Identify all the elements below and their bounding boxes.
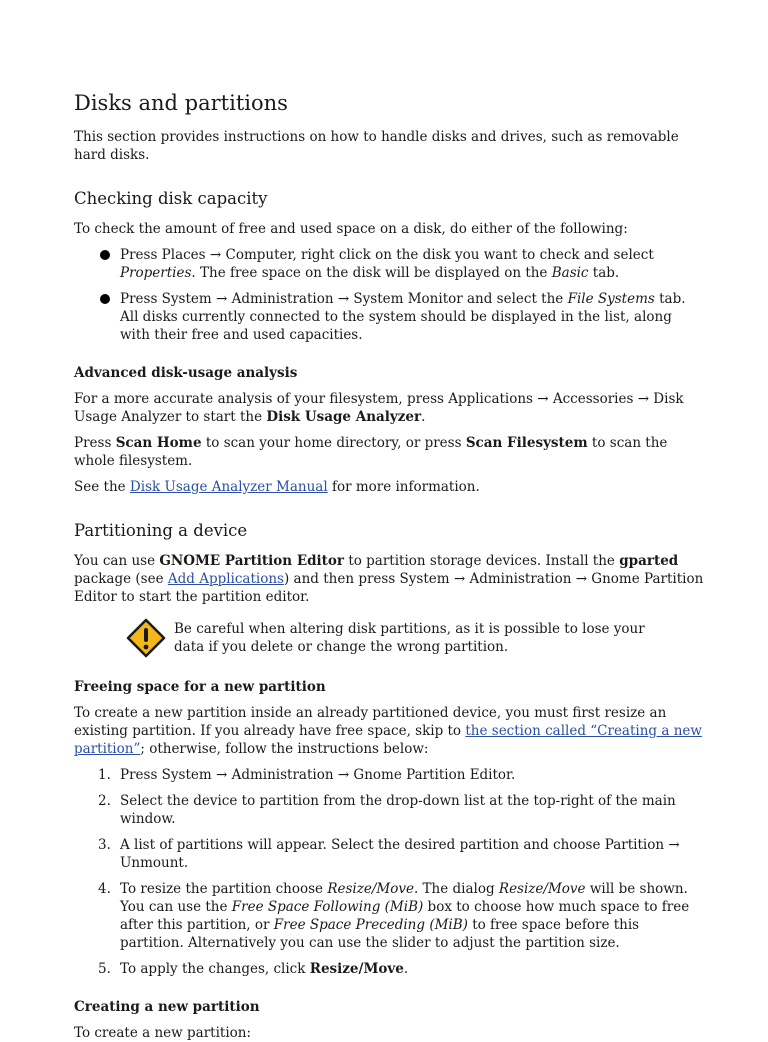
list-item: Press Places → Computer, right click on the disk you want to check and select Properties. The free space on the disk will be displayed on the Basic tab. [98,246,704,282]
add-applications-link[interactable]: Add Applications [167,571,284,587]
step-number: 2. [98,793,111,809]
freeing-steps-list [74,766,704,978]
step-number: 4. [98,881,111,897]
step-number: 1. [98,767,111,783]
checking-lead: To check the amount of free and used space on a disk, do either of the following: [74,221,628,237]
disk-usage-analyzer-manual-link[interactable]: Disk Usage Analyzer Manual [129,479,328,495]
section-heading-checking: Checking disk capacity [74,189,268,208]
advanced-paragraph-2: Press Scan Home to scan your home directory, or press Scan Filesystem to scan the whole filesystem. [74,435,668,469]
advanced-paragraph-3: See the Disk Usage Analyzer Manual for more information. [74,479,480,495]
warning-icon [126,618,166,658]
warning-note [126,620,704,658]
warning-text: Be careful when altering disk partitions, as it is possible to lose your data if you delete or change the wrong partition. [174,621,645,655]
list-item: 3. A list of partitions will appear. Select the desired partition and choose Partition → Unmount. [98,837,680,871]
creating-lead: To create a new partition: [74,1025,252,1041]
creating-partition-section-link[interactable]: the section called “Creating a new partition” [74,723,702,757]
freeing-paragraph: To create a new partition inside an already partitioned device, you must first resize an existing partition. If you already have free space, skip to the section called “Creating a new partition”; otherwise, follow the instructions below: [74,705,702,757]
list-item: Press System → Administration → System Monitor and select the File Systems tab. All disks currently connected to the system should be displayed in the list, along with their free and used capacities. [98,290,704,344]
intro-paragraph: This section provides instructions on how to handle disks and drives, such as removable hard disks. [74,129,679,163]
advanced-paragraph-1: For a more accurate analysis of your filesystem, press Applications → Accessories → Disk Usage Analyzer to start the Disk Usage Analyzer. [74,391,684,425]
partitioning-paragraph: You can use GNOME Partition Editor to partition storage devices. Install the gparted package (see Add Applications) and then press System → Administration → Gnome Partition Editor to start the partition editor. [74,553,704,605]
bullet-dot-icon [100,294,110,304]
page-title: Disks and partitions [74,91,288,115]
list-item: 4. To resize the partition choose Resize/Move. The dialog Resize/Move will be shown. You can use the Free Space Following (MiB) box to choose how much space to free after this partition, or Free Space Preceding (MiB) to free space before this partition. Alternatively you can use the slider to adjust the partition size. [98,881,690,951]
list-item: 2. Select the device to partition from the drop-down list at the top-right of the main window. [98,793,676,827]
subsection-heading-freeing: Freeing space for a new partition [74,679,326,695]
step-number: 3. [98,837,111,853]
bullet-dot-icon [100,250,110,260]
list-item: 5. To apply the changes, click Resize/Move. [98,961,409,977]
section-heading-partitioning: Partitioning a device [74,521,248,540]
subsection-heading-creating: Creating a new partition [74,999,260,1015]
list-item: 1. Press System → Administration → Gnome Partition Editor. [98,767,516,783]
step-number: 5. [98,961,111,977]
subsection-heading-advanced: Advanced disk-usage analysis [74,365,298,381]
checking-bullet-list [74,246,704,344]
